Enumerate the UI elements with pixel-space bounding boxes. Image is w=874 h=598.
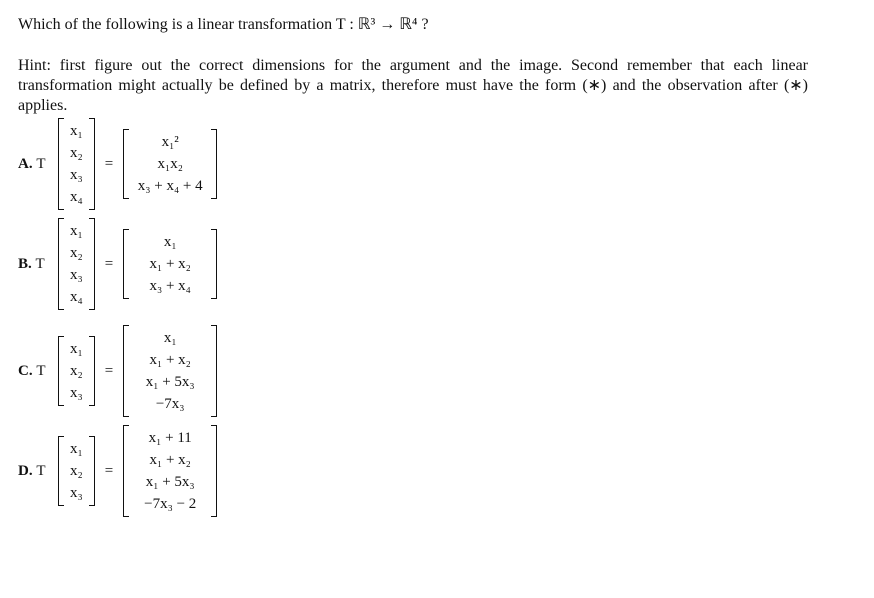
vector-entry: x₁ <box>70 123 83 139</box>
vector-entry: x₁ + 5x₃ <box>145 474 195 490</box>
vector-entry: x₃ + x₄ <box>149 278 191 294</box>
vector-entry: x₁ + 5x₃ <box>145 374 195 390</box>
output-vector <box>123 129 217 199</box>
option-label: B. T <box>18 255 45 272</box>
vector-entry: x₃ + x₄ + 4 <box>137 178 203 194</box>
equals-sign: = <box>104 462 114 479</box>
vector-entry: x₃ <box>70 267 83 283</box>
vector-entry: x₂ <box>70 145 83 161</box>
hint-text: Hint: first figure out the correct dimensions for the argument and the image. Second remember that each linear transformation might actually be defined by a matrix, therefore must have the form (∗) and the observation after (∗) applies. <box>18 57 808 114</box>
vector-entry: x₃ <box>70 385 83 401</box>
output-vector <box>123 229 217 299</box>
vector-entry: x₃ <box>70 167 83 183</box>
vector-entry: x₄ <box>70 189 83 205</box>
vector-entry: x₂ <box>70 463 83 479</box>
output-vector <box>123 425 217 517</box>
option-d[interactable] <box>18 425 217 517</box>
vector-entry: x₁ <box>70 341 83 357</box>
vector-entry: x₂ <box>70 363 83 379</box>
vector-entry: x₁² <box>161 134 179 150</box>
option-c[interactable] <box>18 325 217 417</box>
vector-entry: x₁ <box>163 234 177 250</box>
equals-sign: = <box>104 155 114 172</box>
vector-entry: x₁ + x₂ <box>149 352 191 368</box>
vector-entry: x₃ <box>70 485 83 501</box>
vector-entry: −7x₃ − 2 <box>144 496 197 512</box>
input-vector <box>58 336 95 406</box>
option-label: D. T <box>18 462 46 479</box>
option-label: A. T <box>18 155 46 172</box>
equals-sign: = <box>104 255 114 272</box>
question-text: Which of the following is a linear transformation T : ℝ³ → ℝ⁴ ? <box>18 16 429 33</box>
option-b[interactable] <box>18 218 217 310</box>
input-vector <box>58 218 95 310</box>
vector-entry: x₁ <box>70 441 83 457</box>
vector-entry: x₁ <box>163 330 177 346</box>
option-a[interactable] <box>18 118 217 210</box>
output-vector <box>123 325 217 417</box>
vector-entry: x₄ <box>70 289 83 305</box>
equals-sign: = <box>104 362 114 379</box>
input-vector <box>58 118 95 210</box>
vector-entry: x₁ <box>70 223 83 239</box>
vector-entry: x₁ + 11 <box>148 430 192 446</box>
vector-entry: −7x₃ <box>155 396 185 412</box>
vector-entry: x₁ + x₂ <box>149 452 191 468</box>
option-label: C. T <box>18 362 46 379</box>
vector-entry: x₁x₂ <box>157 156 183 172</box>
vector-entry: x₂ <box>70 245 83 261</box>
input-vector <box>58 436 95 506</box>
vector-entry: x₁ + x₂ <box>149 256 191 272</box>
